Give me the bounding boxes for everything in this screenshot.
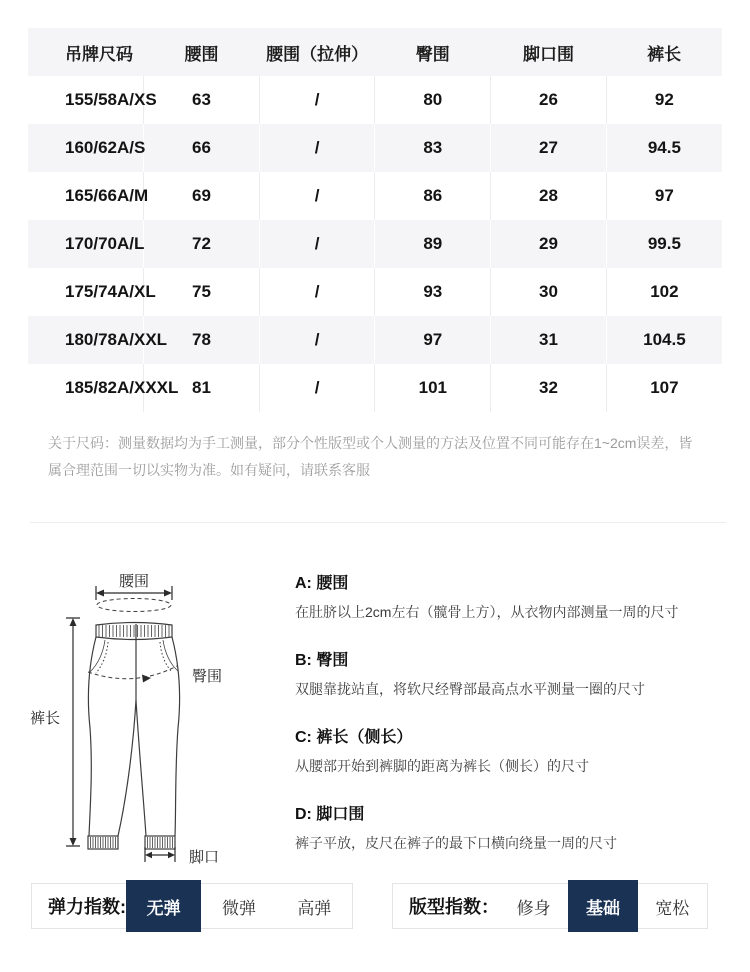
size-cell: 170/70A/L [65,234,145,253]
hip-cell: 93 [375,268,491,316]
size-disclaimer-note: 关于尺码：测量数据均为手工测量，部分个性版型或个人测量的方法及位置不同可能存在1~2cm误差，皆属合理范围一切以实物为准。如有疑问，请联系客服 [48,435,693,478]
guide-item-hip [295,647,740,699]
waist-cell: 78 [144,316,260,364]
hip-cell: 86 [375,172,491,220]
table-row [28,364,722,412]
guide-item-length [295,724,740,776]
pants-body [88,624,179,836]
measurement-guide [295,570,740,878]
elasticity-index-label: 弹力指数: [48,897,126,917]
waist-stretch-cell: / [259,268,375,316]
size-cell: 175/74A/XL [65,282,156,301]
size-table-header-row [28,28,722,76]
length-cell: 97 [606,172,722,220]
length-cell: 107 [606,364,722,412]
header-leg-opening: 脚口围 [522,44,574,64]
guide-heading: A: 腰围 [295,575,349,592]
guide-desc: 裤子平放，皮尺在裤子的最下口横向绕量一周的尺寸 [295,835,617,851]
table-row [28,220,722,268]
leg-opening-cell: 28 [491,172,607,220]
leg-opening-cell: 26 [491,76,607,124]
header-waist-stretched: 腰围（拉伸） [266,44,369,64]
size-cell: 160/62A/S [65,138,146,157]
leg-opening-cell: 30 [491,268,607,316]
size-table [28,28,722,412]
cuffs [88,836,175,849]
waist-cell: 69 [144,172,260,220]
elasticity-option-slight: 微弹 [221,898,256,918]
pants-measurement-diagram [20,560,235,875]
elasticity-index-box [31,883,353,929]
guide-heading: C: 裤长（侧长） [295,729,413,746]
guide-item-hem [295,801,740,853]
waist-stretch-cell: / [259,76,375,124]
leg-opening-cell: 27 [491,124,607,172]
fit-option-slim: 修身 [516,898,551,918]
header-pants-length: 裤长 [647,44,682,64]
diagram-length-label: 裤长 [30,710,61,727]
length-cell: 104.5 [606,316,722,364]
table-row [28,268,722,316]
fit-option-regular: 基础 [568,880,637,932]
hip-cell: 80 [375,76,491,124]
waist-stretch-cell: / [259,172,375,220]
leg-opening-cell: 31 [491,316,607,364]
diagram-hip-label: 臀围 [192,668,223,685]
guide-item-waist [295,570,740,622]
waist-stretch-cell: / [259,124,375,172]
elasticity-option-none: 无弹 [126,880,201,932]
length-arrow [66,618,80,846]
hip-cell: 89 [375,220,491,268]
header-waist: 腰围 [184,44,219,64]
guide-heading: D: 脚口围 [295,806,365,823]
length-cell: 92 [606,76,722,124]
header-tag-size: 吊牌尺码 [65,44,133,64]
waist-cell: 63 [144,76,260,124]
fit-index-label: 版型指数： [409,897,499,917]
waist-stretch-cell: / [259,364,375,412]
guide-desc: 在肚脐以上2cm左右（髋骨上方），从衣物内部测量一周的尺寸 [295,604,679,620]
fit-option-loose: 宽松 [655,898,690,918]
leg-opening-cell: 32 [491,364,607,412]
size-cell: 180/78A/XXL [65,330,168,349]
waist-cell: 75 [144,268,260,316]
length-cell: 94.5 [606,124,722,172]
diagram-hem-label: 脚口 [189,849,220,866]
section-divider [30,522,726,523]
waist-stretch-cell: / [259,220,375,268]
diagram-waist-label: 腰围 [118,573,150,590]
table-row [28,316,722,364]
leg-opening-cell: 29 [491,220,607,268]
table-row [28,172,722,220]
guide-heading: B: 臀围 [295,652,349,669]
waist-cell: 72 [144,220,260,268]
length-cell: 102 [606,268,722,316]
waist-stretch-cell: / [259,316,375,364]
size-cell: 185/82A/XXXL [65,378,179,397]
waist-cell: 81 [144,364,260,412]
header-hip: 臀围 [415,44,450,64]
fit-index-box [392,883,708,929]
length-cell: 99.5 [606,220,722,268]
waist-cell: 66 [144,124,260,172]
waistband [96,623,172,640]
elasticity-option-high: 高弹 [297,898,332,918]
hip-cell: 97 [375,316,491,364]
table-row [28,124,722,172]
size-cell: 155/58A/XS [65,90,157,109]
guide-desc: 从腰部开始到裤脚的距离为裤长（侧长）的尺寸 [295,758,589,774]
guide-desc: 双腿靠拢站直，将软尺经臀部最高点水平测量一圈的尺寸 [295,681,645,697]
hip-cell: 83 [375,124,491,172]
table-row [28,76,722,124]
hip-line [88,666,177,683]
size-cell: 165/66A/M [65,186,149,205]
hip-cell: 101 [375,364,491,412]
